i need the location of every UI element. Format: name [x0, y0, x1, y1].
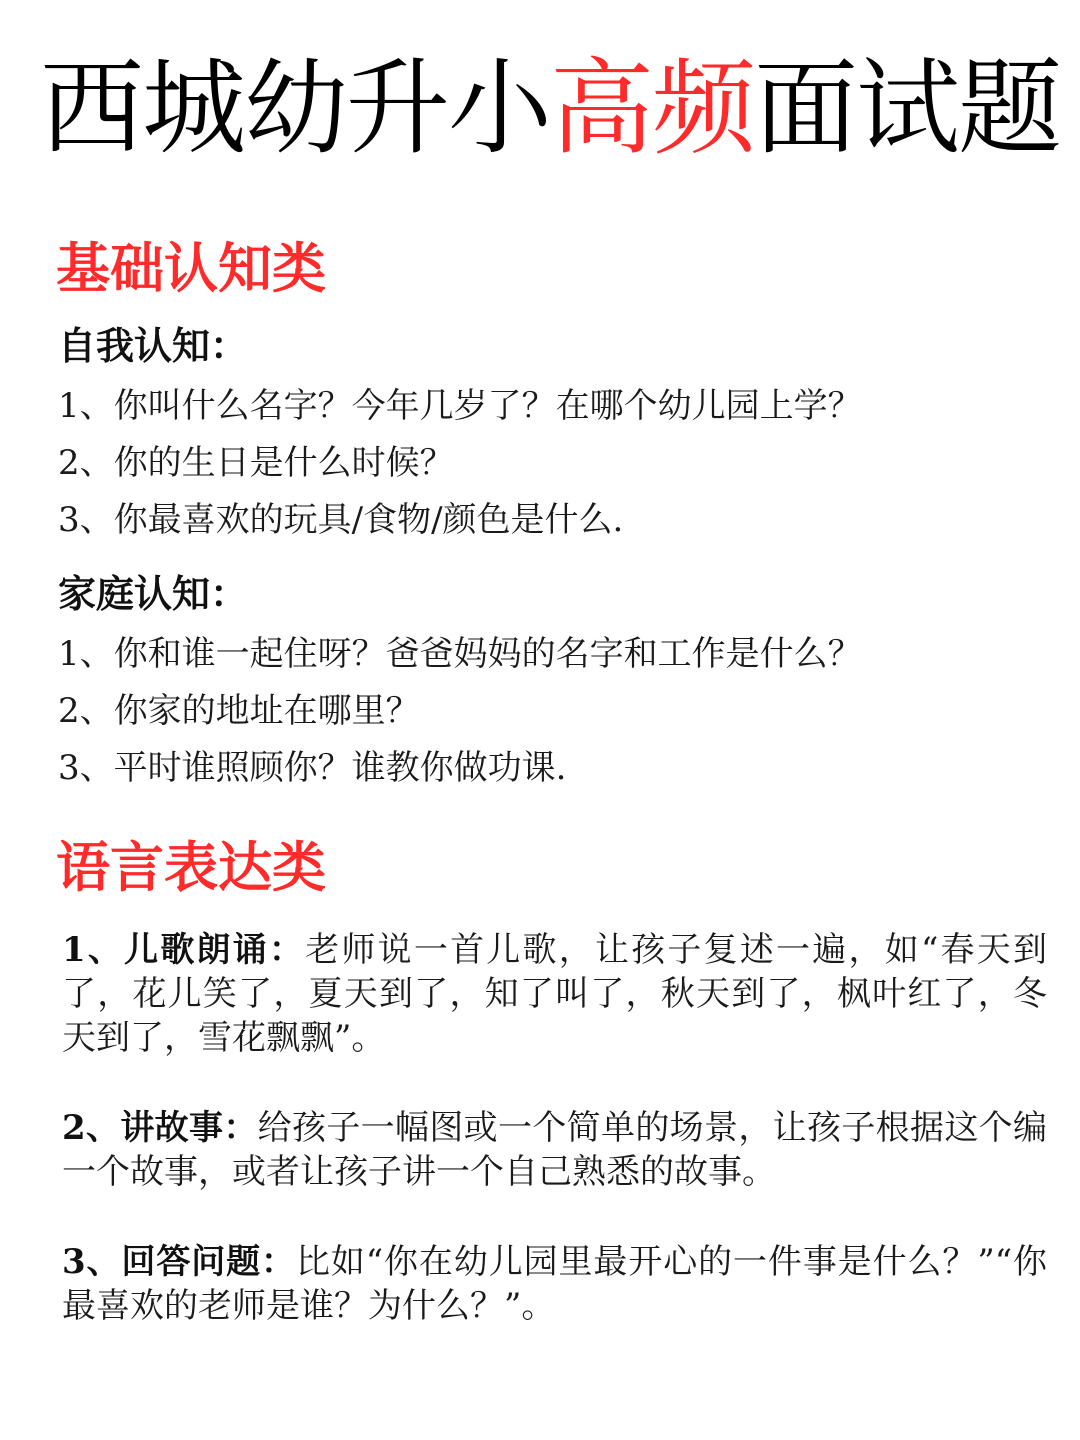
paragraph-nursery-rhyme	[62, 928, 1047, 1060]
list-item: 3、平时谁照顾你？谁教你做功课.	[58, 748, 567, 788]
paragraph-label: 3、回答问题：	[62, 1242, 296, 1282]
sub-heading-self-cognition: 自我认知：	[58, 323, 249, 368]
section-heading-language-expression: 语言表达类	[56, 835, 326, 899]
title-part2: 面试题	[754, 47, 1061, 169]
paragraph-label: 1、儿歌朗诵：	[62, 930, 306, 970]
sub-heading-family-cognition: 家庭认知：	[58, 571, 249, 616]
question-list-self	[58, 378, 862, 549]
section-heading-basic-cognition: 基础认知类	[56, 236, 326, 300]
list-item: 2、你的生日是什么时候？	[58, 443, 454, 483]
title-highlight: 高频	[550, 47, 755, 169]
list-item: 1、你叫什么名字？今年几岁了？在哪个幼儿园上学？	[58, 386, 862, 426]
paragraph-text: 给孩子一幅图或一个简单的场景，让孩子根据这个编一个故事，或者让孩子讲一个自己熟悉的故事。	[62, 1108, 1047, 1192]
paragraph-storytelling	[62, 1106, 1047, 1194]
paragraph-text: 老师说一首儿歌，让孩子复述一遍，如“春天到了，花儿笑了，夏天到了，知了叫了，秋天到了，枫叶红了，冬天到了，雪花飘飘”。	[62, 930, 1047, 1058]
paragraph-answer-questions	[62, 1240, 1047, 1328]
paragraph-text: 比如“你在幼儿园里最开心的一件事是什么？”“你最喜欢的老师是谁？为什么？”。	[62, 1242, 1047, 1326]
list-item: 3、你最喜欢的玩具/食物/颜色是什么.	[58, 500, 624, 540]
question-list-family	[58, 626, 862, 797]
paragraph-label: 2、讲故事：	[62, 1108, 258, 1148]
page-title	[40, 47, 1061, 169]
list-item: 1、你和谁一起住呀？爸爸妈妈的名字和工作是什么？	[58, 634, 862, 674]
list-item: 2、你家的地址在哪里？	[58, 691, 420, 731]
title-part1: 西城幼升小	[40, 47, 551, 169]
